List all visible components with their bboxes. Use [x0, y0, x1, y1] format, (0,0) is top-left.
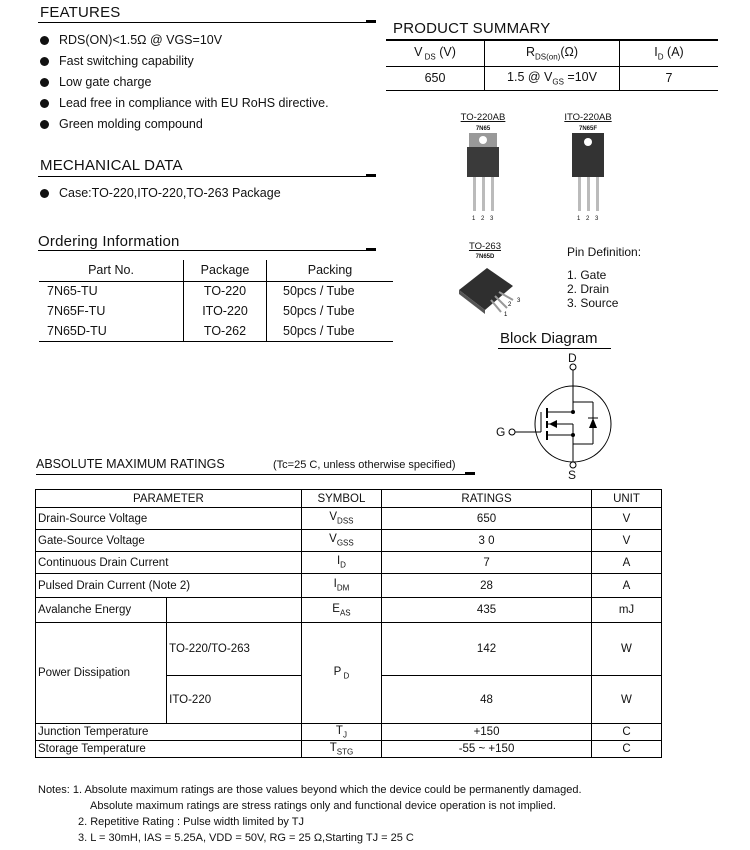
mechanical-item: Case:TO-220,ITO-220,TO-263 Package [39, 183, 379, 204]
svg-text:3: 3 [517, 298, 521, 304]
ps-header-id: $I_D$ (A) [654, 45, 684, 62]
amr-rating: +150 [382, 724, 592, 741]
pin-definition-item: 3. Source [567, 296, 619, 310]
amr-param: Avalanche Energy [36, 598, 167, 623]
amr-unit: W [591, 676, 661, 724]
package-marking: 7N65F [578, 126, 597, 132]
note-line: 3. L = 30mH, IAS = 5.25A, VDD = 50V, RG = 25 Ω,Starting TJ = 25 C [78, 832, 414, 844]
table-row [386, 66, 718, 90]
block-diagram-underline [498, 348, 611, 349]
ordering-header: Packing [307, 263, 353, 278]
package-marking: 7N65D [475, 254, 495, 260]
product-summary-title: PRODUCT SUMMARY [393, 20, 551, 37]
ordering-rule [38, 250, 374, 251]
pin-definition-item: 2. Drain [567, 282, 610, 296]
amr-symbol: $E_{AS}$ [301, 598, 381, 623]
amr-subparam: TO-220/TO-263 [167, 623, 302, 676]
package-label: TO-263 [468, 241, 502, 252]
note-line: 2. Repetitive Rating : Pulse width limited by TJ [78, 816, 305, 828]
notes [38, 782, 738, 846]
feature-item: RDS(ON)<1.5Ω @ VGS=10V [39, 30, 379, 51]
amr-unit: C [591, 741, 661, 758]
ordering-title: Ordering Information [38, 233, 180, 250]
gate-label: G [496, 425, 506, 439]
package-marking: 7N65 [475, 126, 491, 132]
table-row [36, 530, 662, 552]
amr-rating: 28 [382, 574, 592, 598]
ordering-cell: TO-262 [184, 321, 267, 341]
amr-unit: A [591, 552, 661, 574]
svg-text:1: 1 [504, 312, 508, 318]
ps-header-vds: V $_{DS}$ (V) [386, 40, 485, 66]
amr-rating: 650 [382, 508, 592, 530]
mechanical-title: MECHANICAL DATA [40, 157, 183, 174]
amr-rating: -55 ~ +150 [382, 741, 592, 758]
package-label: TO-220AB [460, 112, 506, 123]
amr-rating: 7 [382, 552, 592, 574]
svg-text:2: 2 [508, 302, 512, 308]
ordering-cell: ITO-220 [184, 301, 267, 321]
ps-cell: 650 [386, 66, 485, 90]
ordering-cell: TO-220 [184, 281, 267, 301]
amr-unit: V [591, 530, 661, 552]
to263-package-image [455, 262, 535, 322]
table-row [36, 508, 662, 530]
amr-unit: C [591, 724, 661, 741]
amr-symbol: $I_D$ [301, 552, 381, 574]
ordering-cell: 50pcs / Tube [283, 284, 355, 299]
amr-rating: 3 0 [382, 530, 592, 552]
table-row [36, 574, 662, 598]
amr-symbol: $V_{DSS}$ [301, 508, 381, 530]
note-line: Notes: 1. Absolute maximum ratings are those values beyond which the device could be permanently damaged. [38, 784, 582, 796]
amr-symbol: $T_J$ [301, 724, 381, 741]
amr-subparam-empty [167, 598, 302, 623]
ordering-table [39, 260, 393, 342]
amr-rating: 142 [382, 623, 592, 676]
features-list [39, 30, 379, 135]
pin-definition-title: Pin Definition: [567, 245, 642, 259]
ordering-cell: 7N65D-TU [39, 321, 184, 341]
amr-unit: mJ [591, 598, 661, 623]
amr-rating: 48 [382, 676, 592, 724]
amr-subparam: ITO-220 [167, 676, 302, 724]
ordering-cell: 7N65-TU [39, 281, 184, 301]
mechanical-list [39, 183, 379, 204]
package-label: ITO-220AB [564, 112, 612, 123]
feature-item: Green molding compound [39, 114, 379, 135]
amr-param: Gate-Source Voltage [36, 530, 302, 552]
pin-definition-item: 1. Gate [567, 268, 607, 282]
table-row [39, 301, 393, 321]
ps-cell-rds: 1.5 @ $V_{GS} =10V$ [485, 66, 620, 90]
amr-param: Drain-Source Voltage [36, 508, 302, 530]
to220-package-image [463, 133, 503, 223]
table-row [39, 281, 393, 301]
amr-title: ABSOLUTE MAXIMUM RATINGS [36, 457, 225, 471]
feature-item: Fast switching capability [39, 51, 379, 72]
package-pins: 1 2 3 [472, 216, 496, 222]
feature-item: Lead free in compliance with EU RoHS directive. [39, 93, 379, 114]
mosfet-symbol [505, 362, 625, 472]
amr-symbol: P $_D$ [301, 623, 381, 724]
amr-unit: V [591, 508, 661, 530]
block-diagram-title: Block Diagram [500, 330, 598, 347]
note-line: Absolute maximum ratings are stress ratings only and functional device operation is not implied. [90, 800, 556, 812]
amr-unit: A [591, 574, 661, 598]
ito220-package-image [568, 133, 608, 223]
table-row [36, 623, 662, 676]
ps-header-rds: $R_{DS(on)}(\Omega)$ [485, 40, 620, 66]
table-row [36, 724, 662, 741]
amr-param: Continuous Drain Current [36, 552, 302, 574]
amr-header: SYMBOL [301, 490, 381, 508]
drain-label: D [568, 351, 577, 365]
amr-symbol: $V_{GSS}$ [301, 530, 381, 552]
package-pins: 1 2 3 [577, 216, 601, 222]
ordering-header: Package [184, 260, 267, 281]
amr-header: UNIT [591, 490, 661, 508]
amr-param: Storage Temperature [36, 741, 302, 758]
ordering-cell: 7N65F-TU [39, 301, 184, 321]
source-label: S [568, 468, 577, 482]
table-row [36, 741, 662, 758]
amr-param: Junction Temperature [36, 724, 302, 741]
table-row [36, 552, 662, 574]
amr-header: PARAMETER [36, 490, 302, 508]
ordering-header: Part No. [39, 260, 184, 281]
ps-cell: 7 [665, 71, 673, 85]
ordering-cell: 50pcs / Tube [283, 304, 355, 318]
features-rule [38, 22, 374, 23]
amr-header: RATINGS [382, 490, 592, 508]
table-row [36, 598, 662, 623]
table-row [39, 321, 393, 341]
mechanical-rule [38, 176, 374, 177]
features-title: FEATURES [40, 4, 121, 21]
amr-symbol: $T_{STG}$ [301, 741, 381, 758]
amr-rating: 435 [382, 598, 592, 623]
amr-unit: W [591, 623, 661, 676]
amr-symbol: $I_{DM}$ [301, 574, 381, 598]
feature-item: Low gate charge [39, 72, 379, 93]
amr-condition: (Tc=25 C, unless otherwise specified) [273, 459, 456, 471]
pin-definition-list [567, 268, 618, 310]
ordering-cell: 50pcs / Tube [283, 323, 355, 338]
amr-param: Pulsed Drain Current (Note 2) [36, 574, 302, 598]
amr-rule [36, 474, 473, 475]
product-summary-table [386, 39, 718, 91]
amr-table [35, 489, 662, 758]
amr-param: Power Dissipation [36, 623, 167, 724]
